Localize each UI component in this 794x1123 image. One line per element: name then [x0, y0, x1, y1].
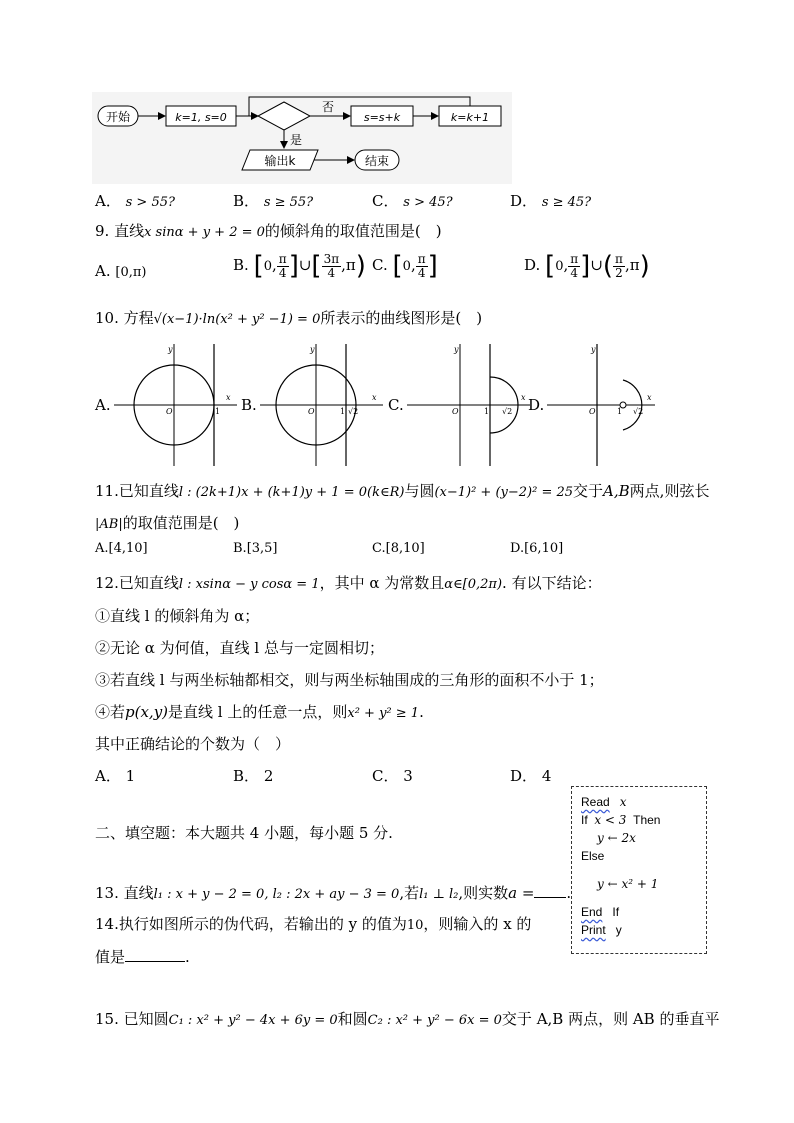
svg-text:√2: √2 [348, 407, 359, 416]
svg-text:y: y [310, 345, 315, 354]
q10-label-c: C. [388, 396, 404, 414]
q10-label-b: B. [241, 396, 257, 414]
q12-conclusion-1: ①直线 l 的倾斜角为 α； [95, 607, 260, 625]
pc-if: If x < 3 Then [581, 813, 661, 827]
svg-text:√2: √2 [502, 407, 513, 416]
svg-text:x: x [647, 393, 652, 402]
q13-answer-blank[interactable] [534, 897, 566, 898]
q10-label-a: A. [95, 396, 111, 414]
q11-stem-line1: 11.已知直线l : (2k+1)x + (k+1)y + 1 = 0(k∈R)与圆(x−1)² + (y−2)² = 25交于A,B两点,则弦长 [95, 482, 710, 500]
pc-assign-1: y ← 2x [597, 831, 636, 845]
svg-text:y: y [591, 345, 596, 354]
q8-option-a: A． s > 55? [95, 192, 175, 210]
q11-stem-line2: |AB|的取值范围是( ) [95, 514, 240, 532]
q12-option-d: D． 4 [510, 767, 552, 785]
q9-option-d: D. [0, $\frac{\pi}{4}$ ]∪( $\frac{\pi}{2}$ ,π) [524, 251, 650, 281]
pc-assign-2: y ← x² + 1 [597, 877, 659, 891]
axis-x-label: x [226, 393, 231, 402]
q14-stem-line1: 14.执行如图所示的伪代码，若输出的 y 的值为10，则输入的 x 的 [95, 915, 532, 933]
svg-text:O: O [308, 407, 315, 416]
q9-option-c: C. [0, $\frac{\pi}{4}$ ] [372, 251, 438, 281]
q11-option-d: D.[6,10] [510, 541, 564, 556]
svg-text:x: x [372, 393, 377, 402]
q12-conclusion-3: ③若直线 l 与两坐标轴都相交，则与两坐标轴围成的三角形的面积不小于 1； [95, 671, 604, 689]
q12-option-a: A． 1 [95, 767, 136, 785]
svg-text:√2: √2 [633, 407, 644, 416]
q12-stem: 12.已知直线l : xsinα − y cosα = 1，其中 α 为常数且α∈[0,2π). 有以下结论： [95, 574, 602, 592]
q10-stem: 10. 方程√(x−1)·ln(x² + y² −1) = 0所表示的曲线图形是( ) [95, 309, 483, 327]
q12-conclusion-2: ②无论 α 为何值，直线 l 总与一定圆相切； [95, 639, 385, 657]
svg-text:y: y [454, 345, 459, 354]
q10-graph-c [405, 342, 535, 467]
q11-option-b: B.[3,5] [233, 541, 278, 556]
q10-graph-b [258, 342, 388, 467]
q12-conclusion-4: ④若p(x,y)是直线 l 上的任意一点，则x² + y² ≥ 1. [95, 703, 424, 721]
origin-label: O [166, 407, 173, 416]
q9-option-a: A. [0,π) [95, 262, 147, 280]
svg-text:O: O [452, 407, 459, 416]
q10-label-d: D. [528, 396, 545, 414]
q12-option-c: C． 3 [372, 767, 413, 785]
q8-option-d: D． s ≥ 45? [510, 192, 592, 210]
q10-graph-d [545, 342, 660, 467]
q12-ask: 其中正确结论的个数为（ ） [95, 735, 291, 753]
pc-read: Read x [581, 795, 627, 809]
pc-print: Print y [581, 923, 622, 937]
svg-text:1: 1 [484, 407, 490, 416]
pc-endif: End If [581, 905, 620, 919]
axis-y-label: y [168, 345, 173, 354]
section-heading: 二、填空题：本大题共 4 小题，每小题 5 分. [95, 824, 393, 842]
q11-option-c: C.[8,10] [372, 541, 425, 556]
tick-one: 1 [215, 407, 221, 416]
q14-answer-blank[interactable] [125, 961, 185, 962]
q12-option-b: B． 2 [233, 767, 274, 785]
svg-text:1: 1 [617, 407, 623, 416]
q14-stem-line2: 值是 . [95, 948, 190, 966]
q11-option-a: A.[4,10] [95, 541, 148, 556]
flow-output-label: 输出k [264, 154, 296, 168]
flow-start-label: 开始 [105, 110, 131, 124]
q8-option-b: B． s ≥ 55? [233, 192, 314, 210]
svg-text:x: x [521, 393, 526, 402]
flow-yes-label: 是 [290, 133, 303, 147]
q15-stem: 15. 已知圆C₁ : x² + y² − 4x + 6y = 0和圆C₂ : x² + y² − 6x = 0交于 A,B 两点，则 AB 的垂直平 [95, 1010, 720, 1028]
svg-text:1: 1 [340, 407, 346, 416]
flowchart [92, 92, 512, 184]
q13-stem: 13. 直线l₁ : x + y − 2 = 0, l₂ : 2x + ay − 3 = 0,若l₁ ⊥ l₂,则实数a = . [95, 884, 572, 902]
flow-init-label: k=1, s=0 [175, 111, 227, 124]
pseudocode-box [571, 786, 707, 954]
q9-option-b: B. [0, $\frac{\pi}{4}$ ]∪[ $\frac{3\pi}{4}$ ,π) [233, 251, 366, 281]
flow-update-s-label: s=s+k [363, 111, 401, 124]
q8-option-c: C． s > 45? [372, 192, 453, 210]
flow-no-label: 否 [322, 100, 335, 114]
flow-update-k-label: k=k+1 [450, 111, 490, 124]
q9-stem: 9. 直线x sinα + y + 2 = 0的倾斜角的取值范围是( ) [95, 222, 442, 240]
svg-text:O: O [589, 407, 596, 416]
flow-end-label: 结束 [364, 154, 390, 168]
pc-else: Else [581, 849, 605, 863]
q10-graph-a [112, 342, 242, 467]
